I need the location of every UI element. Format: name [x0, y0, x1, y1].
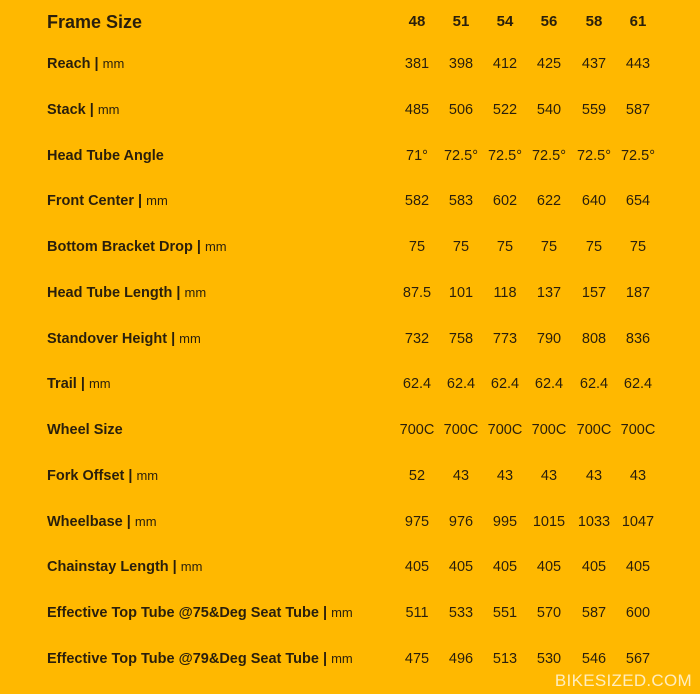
- header-row: [0, 7, 700, 37]
- row-label-text: Fork Offset: [47, 467, 125, 484]
- watermark: BIKESIZED.COM: [554, 671, 692, 690]
- table-row: [0, 278, 700, 308]
- table-cell: 475: [404, 650, 430, 667]
- table-cell: 700C: [620, 422, 656, 438]
- table-cell: 808: [581, 330, 607, 347]
- table-cell: 187: [625, 284, 651, 301]
- table-cell: 559: [581, 101, 607, 118]
- table-cell: 583: [448, 193, 474, 210]
- table-cell: 62.4: [579, 376, 609, 393]
- table-cell: 522: [492, 101, 518, 118]
- size-header-48: 48: [408, 13, 426, 30]
- table-cell: 52: [408, 467, 426, 484]
- row-unit: mm: [146, 193, 168, 209]
- table-row: [0, 95, 700, 125]
- table-cell: 157: [581, 284, 607, 301]
- table-cell: 43: [629, 467, 647, 484]
- table-cell: 381: [404, 56, 430, 72]
- table-cell: 546: [581, 650, 607, 667]
- table-row: [0, 507, 700, 537]
- unit-separator: |: [192, 239, 205, 255]
- table-row: [0, 552, 700, 582]
- table-cell: 700C: [487, 422, 523, 438]
- table-row: [0, 141, 700, 171]
- row-label: [47, 552, 202, 582]
- row-unit: mm: [180, 559, 203, 575]
- row-label: [47, 95, 120, 125]
- table-cell: 700C: [576, 422, 612, 438]
- row-label: [47, 369, 111, 399]
- row-label-text: Head Tube Angle: [47, 147, 164, 164]
- table-row: [0, 186, 700, 216]
- table-cell: 975: [404, 513, 430, 530]
- table-cell: 640: [581, 193, 607, 210]
- table-row: [0, 324, 700, 354]
- row-label: [47, 49, 124, 79]
- unit-separator: |: [167, 330, 180, 347]
- table-cell: 506: [448, 101, 474, 118]
- row-label-text: Standover Height: [47, 330, 168, 347]
- table-cell: 405: [404, 559, 430, 576]
- table-cell: 425: [536, 56, 562, 72]
- table-cell: 700C: [443, 422, 479, 438]
- table-cell: 443: [625, 56, 651, 72]
- row-unit: mm: [88, 376, 111, 392]
- table-cell: 773: [492, 330, 518, 347]
- table-cell: 758: [448, 330, 474, 347]
- table-cell: 75: [452, 239, 470, 255]
- table-cell: 412: [492, 56, 518, 72]
- table-cell: 1047: [621, 513, 655, 530]
- table-cell: 836: [625, 330, 651, 347]
- unit-separator: |: [134, 193, 147, 210]
- unit-separator: |: [76, 376, 89, 393]
- table-cell: 700C: [531, 422, 567, 438]
- table-cell: 75: [540, 239, 558, 255]
- row-label: [47, 415, 123, 445]
- unit-separator: |: [172, 284, 185, 301]
- table-row: [0, 369, 700, 399]
- table-cell: 587: [581, 605, 607, 621]
- table-cell: 602: [492, 193, 518, 210]
- table-cell: 496: [448, 650, 474, 667]
- table-cell: 101: [448, 284, 474, 301]
- row-label-text: Reach: [47, 56, 91, 72]
- row-label-text: Bottom Bracket Drop: [47, 239, 193, 255]
- row-label: [47, 232, 227, 262]
- table-cell: 700C: [399, 422, 435, 438]
- unit-separator: |: [168, 559, 181, 576]
- table-cell: 1033: [577, 513, 611, 530]
- table-cell: 43: [585, 467, 603, 484]
- row-label: [47, 324, 201, 354]
- table-cell: 398: [448, 56, 474, 72]
- row-unit: mm: [136, 467, 159, 483]
- row-unit: mm: [204, 239, 227, 254]
- row-label-text: Stack: [47, 101, 86, 118]
- size-header-51: 51: [452, 13, 470, 30]
- row-unit: mm: [331, 605, 353, 620]
- table-cell: 137: [536, 284, 562, 301]
- row-label-text: Wheel Size: [47, 422, 123, 438]
- table-cell: 405: [536, 559, 562, 576]
- table-cell: 732: [404, 330, 430, 347]
- table-cell: 75: [585, 239, 603, 255]
- row-label: [47, 278, 206, 308]
- table-cell: 405: [625, 559, 651, 576]
- table-row: [0, 644, 700, 674]
- row-unit: mm: [102, 56, 125, 71]
- row-label: [47, 186, 168, 216]
- size-header-54: 54: [496, 13, 514, 30]
- table-cell: 533: [448, 605, 474, 621]
- table-cell: 485: [404, 101, 430, 118]
- row-label: [47, 141, 164, 171]
- table-row: [0, 49, 700, 79]
- table-cell: 551: [492, 605, 518, 621]
- row-unit: mm: [134, 513, 157, 529]
- row-label-text: Trail: [47, 376, 77, 393]
- unit-separator: |: [318, 650, 332, 667]
- frame-size-title: Frame Size: [47, 12, 143, 32]
- table-cell: 530: [536, 650, 562, 667]
- unit-separator: |: [124, 467, 137, 484]
- table-cell: 654: [625, 193, 651, 210]
- table-cell: 790: [536, 330, 562, 347]
- table-cell: 62.4: [446, 376, 476, 393]
- unit-separator: |: [318, 605, 332, 621]
- row-label: [47, 598, 353, 628]
- table-cell: 582: [404, 193, 430, 210]
- table-cell: 405: [448, 559, 474, 576]
- table-cell: 513: [492, 650, 518, 667]
- unit-separator: |: [85, 101, 98, 118]
- table-row: [0, 415, 700, 445]
- table-cell: 43: [452, 467, 470, 484]
- table-cell: 72.5°: [531, 147, 567, 164]
- table-cell: 622: [536, 193, 562, 210]
- size-header-56: 56: [540, 13, 558, 30]
- table-cell: 118: [493, 284, 517, 301]
- table-cell: 540: [536, 101, 562, 118]
- table-cell: 1015: [532, 513, 566, 530]
- row-label: [47, 461, 158, 491]
- table-cell: 43: [540, 467, 558, 484]
- table-row: [0, 598, 700, 628]
- table-cell: 405: [492, 559, 518, 576]
- table-cell: 976: [448, 513, 474, 530]
- table-cell: 437: [581, 56, 607, 72]
- table-cell: 567: [625, 650, 651, 667]
- row-label-text: Effective Top Tube @75&Deg Seat Tube: [47, 605, 319, 621]
- table-cell: 72.5°: [443, 147, 479, 164]
- table-cell: 62.4: [402, 376, 432, 393]
- table-cell: 62.4: [490, 376, 520, 393]
- table-cell: 570: [536, 605, 562, 621]
- row-unit: mm: [97, 101, 120, 117]
- row-unit: mm: [331, 650, 353, 666]
- table-cell: 75: [496, 239, 514, 255]
- unit-separator: |: [90, 56, 103, 72]
- table-cell: 995: [492, 513, 518, 530]
- row-label-text: Chainstay Length: [47, 559, 169, 576]
- table-cell: 72.5°: [576, 147, 612, 164]
- table-row: [0, 232, 700, 262]
- table-cell: 72.5°: [620, 147, 656, 164]
- table-cell: 587: [625, 101, 651, 118]
- row-label-text: Effective Top Tube @79&Deg Seat Tube: [47, 650, 319, 667]
- table-cell: 87.5: [402, 284, 432, 301]
- row-unit: mm: [184, 284, 207, 300]
- row-label: [47, 507, 157, 537]
- table-row: [0, 461, 700, 491]
- row-label: [47, 644, 353, 674]
- row-unit: mm: [179, 330, 201, 346]
- table-cell: 62.4: [534, 376, 564, 393]
- table-cell: 72.5°: [487, 147, 523, 164]
- size-header-58: 58: [585, 13, 603, 30]
- table-cell: 71°: [406, 147, 428, 164]
- table-cell: 43: [496, 467, 514, 484]
- table-cell: 75: [408, 239, 426, 255]
- row-label-text: Wheelbase: [47, 513, 123, 530]
- table-cell: 511: [405, 605, 429, 621]
- table-cell: 75: [629, 239, 647, 255]
- table-cell: 600: [625, 605, 651, 621]
- table-cell: 62.4: [623, 376, 653, 393]
- row-label-text: Front Center: [47, 193, 134, 210]
- unit-separator: |: [122, 513, 135, 530]
- row-label-text: Head Tube Length: [47, 284, 173, 301]
- table-cell: 405: [581, 559, 607, 576]
- size-header-61: 61: [629, 13, 647, 30]
